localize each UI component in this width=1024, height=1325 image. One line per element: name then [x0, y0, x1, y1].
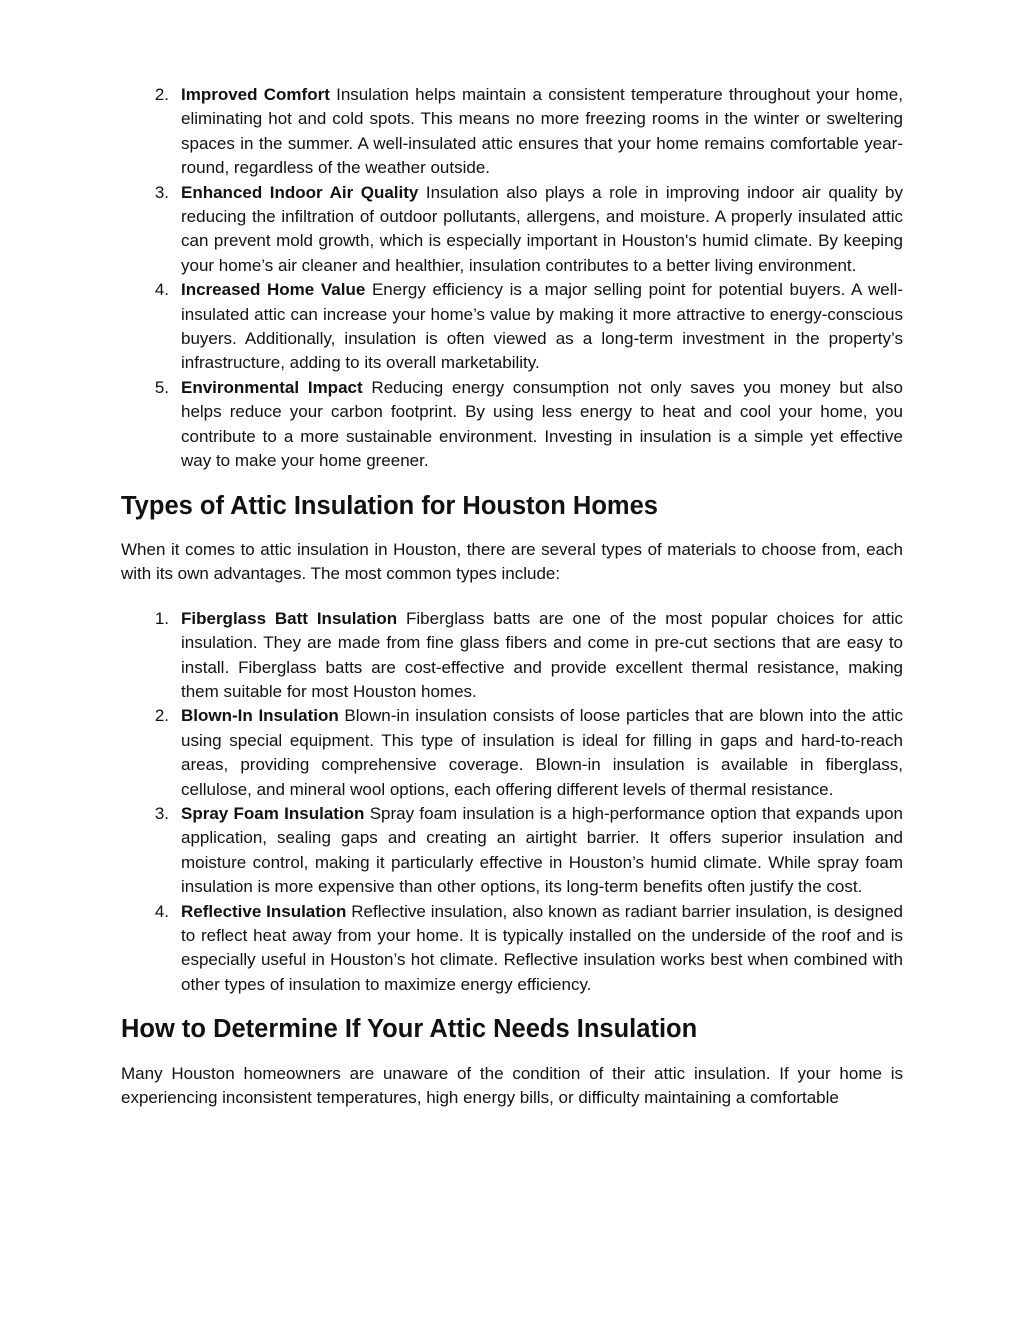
list-item: [121, 278, 903, 376]
list-item: [121, 181, 903, 279]
list-item: [121, 704, 903, 802]
list-item-text: Insulation helps maintain a consistent temperature throughout your home, eliminating hot and cold spots. This means no more freezing rooms in the winter or sweltering spaces in the summer. A well-insulated attic ensures that your home remains comfortable year-round, regardless of the weather outside.: [181, 85, 903, 178]
list-item-term: Reflective Insulation: [181, 901, 347, 921]
list-item-text: Blown-in insulation consists of loose particles that are blown into the attic using special equipment. This type of insulation is ideal for filling in gaps and hard-to-reach areas, providing comprehensive coverage. Blown-in insulation is available in fiberglass, cellulose, and mineral wool options, each offering different levels of thermal resistance.: [181, 706, 903, 799]
list-item-text: Energy efficiency is a major selling point for potential buyers. A well-insulated attic can increase your home’s value by making it more attractive to energy-conscious buyers. Additionally, insulation is often viewed as a long-term investment in the property’s infrastructure, adding to its overall marketability.: [181, 280, 903, 373]
list-item: [121, 900, 903, 998]
list-item: [121, 376, 903, 474]
list-item-term: Blown-In Insulation: [181, 706, 339, 726]
types-intro-paragraph: When it comes to attic insulation in Houston, there are several types of materials to choose from, each with its own advantages. The most common types include:: [121, 539, 903, 584]
list-item-text: Reflective insulation, also known as radiant barrier insulation, is designed to reflect heat away from your home. It is typically installed on the underside of the roof and is especially useful in Houston’s hot climate. Reflective insulation works best when combined with other types of insulation to maximize energy efficiency.: [181, 901, 903, 994]
section-heading-types: Types of Attic Insulation for Houston Homes: [121, 491, 658, 520]
list-item: [121, 607, 903, 705]
list-item-term: Improved Comfort: [181, 85, 330, 104]
list-item-term: Fiberglass Batt Insulation: [181, 608, 398, 628]
list-item-term: Increased Home Value: [181, 280, 366, 300]
list-item-term: Spray Foam Insulation: [181, 803, 365, 823]
list-item-number: 5.: [154, 377, 169, 397]
list-item-text: Fiberglass batts are one of the most popular choices for attic insulation. They are made from fine glass fibers and come in pre-cut sections that are easy to install. Fiberglass batts are cost-effective and provide excellent thermal resistance, making them suitable for most Houston homes.: [181, 608, 903, 701]
list-item-number: 3.: [154, 803, 169, 823]
list-item-text: Insulation also plays a role in improving indoor air quality by reducing the infiltration of outdoor pollutants, allergens, and moisture. A properly insulated attic can prevent mold growth, which is especially important in Houston's humid climate. By keeping your home’s air cleaner and healthier, insulation contributes to a better living environment.: [181, 182, 903, 275]
benefits-list: [121, 83, 903, 474]
list-item: [121, 802, 903, 900]
insulation-types-list: [121, 607, 903, 998]
list-item-text: Spray foam insulation is a high-performance option that expands upon application, sealing gaps and creating an airtight barrier. It offers superior insulation and moisture control, making it particularly effective in Houston’s humid climate. While spray foam insulation is more expensive than other options, its long-term benefits often justify the cost.: [181, 803, 903, 897]
section-heading-determine: How to Determine If Your Attic Needs Insulation: [121, 1015, 698, 1044]
list-item-term: Environmental Impact: [181, 377, 363, 397]
determine-intro-paragraph: Many Houston homeowners are unaware of the condition of their attic insulation. If your home is experiencing inconsistent temperatures, high energy bills, or difficulty maintaining a comfortable: [121, 1063, 903, 1108]
list-item-number: 2.: [154, 85, 169, 104]
list-item-text: Reducing energy consumption not only saves you money but also helps reduce your carbon footprint. By using less energy to heat and cool your home, you contribute to a more sustainable environment. Investing in insulation is a simple yet effective way to make your home greener.: [181, 377, 903, 471]
list-item-number: 2.: [154, 706, 169, 726]
list-item-number: 1.: [154, 608, 169, 628]
list-item: [121, 83, 903, 181]
list-item-term: Enhanced Indoor Air Quality: [181, 182, 419, 202]
list-item-number: 4.: [154, 901, 169, 921]
list-item-number: 3.: [154, 182, 169, 202]
list-item-number: 4.: [154, 280, 169, 300]
document-page: [121, 83, 903, 1110]
